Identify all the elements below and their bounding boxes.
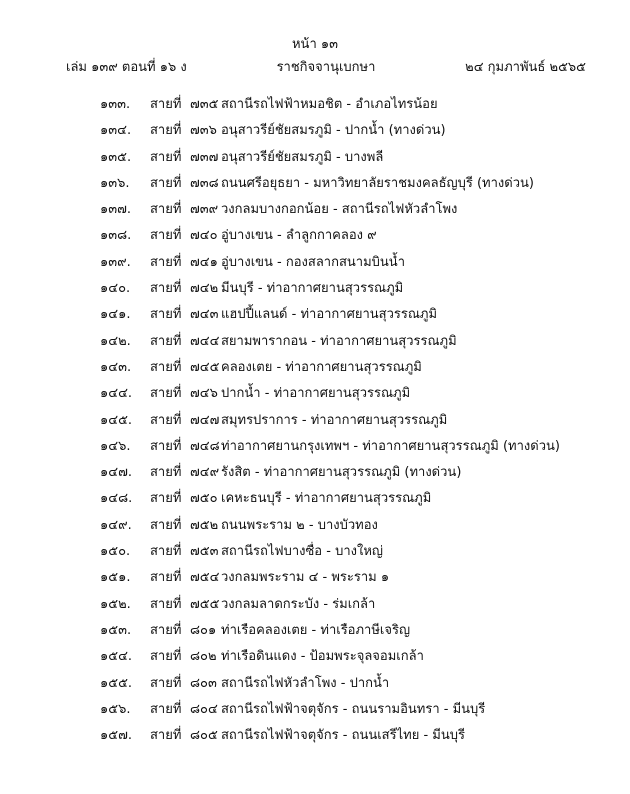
route-keyword: สายที่ [150,649,182,665]
list-item [100,539,600,565]
route-keyword: สายที่ [150,175,182,191]
route-list [100,92,600,749]
route-description: สถานีรถไฟฟ้าจตุจักร - ถนนเสรีไทย - มีนบุรี [221,728,465,744]
list-item [100,723,600,749]
entry-number: ๑๓๘. [100,228,132,244]
route-code: ๗๔๗ [190,412,220,428]
route-keyword: สายที่ [150,228,182,244]
entry-number: ๑๕๑. [100,570,131,586]
route-description: ท่าอากาศยานกรุงเทพฯ - ท่าอากาศยานสุวรรณภูมิ (ทางด่วน) [221,438,560,454]
volume-issue: เล่ม ๑๓๙ ตอนที่ ๑๖ ง [66,60,187,75]
route-description: วงกลมลาดกระบัง - ร่มเกล้า [221,596,376,612]
list-item [100,434,600,460]
entry-number: ๑๔๙. [100,517,132,533]
list-item [100,644,600,670]
entry-number: ๑๔๗. [100,465,132,481]
route-keyword: สายที่ [150,386,182,402]
list-item [100,565,600,591]
route-code: ๘๐๕ [190,728,218,744]
route-code: ๗๕๕ [190,596,220,612]
route-code: ๗๕๒ [190,517,219,533]
route-keyword: สายที่ [150,438,182,454]
route-code: ๗๔๖ [190,386,218,402]
route-description: สถานีรถไฟบางซื่อ - บางใหญ่ [221,544,383,560]
list-item [100,92,600,118]
route-description: สถานีรถไฟหัวลำโพง - ปากน้ำ [221,675,390,691]
route-code: ๗๕๔ [190,570,220,586]
entry-number: ๑๔๘. [100,491,133,507]
list-item [100,302,600,328]
route-description: มีนบุรี - ท่าอากาศยานสุวรรณภูมิ [221,281,404,297]
route-code: ๗๔๕ [190,359,220,375]
entry-number: ๑๔๖. [100,438,131,454]
publication-date: ๒๔ กุมภาพันธ์ ๒๕๖๕ [465,60,586,75]
list-item [100,486,600,512]
list-item [100,329,600,355]
route-description: อู่บางเขน - กองสลากสนามบินน้ำ [221,254,405,270]
route-code: ๗๓๙ [190,202,219,218]
route-code: ๘๐๔ [190,701,218,717]
route-keyword: สายที่ [150,596,182,612]
route-code: ๗๔๔ [190,333,220,349]
route-description: รังสิต - ท่าอากาศยานสุวรรณภูมิ (ทางด่วน) [221,465,462,481]
route-keyword: สายที่ [150,359,182,375]
route-description: ถนนพระราม ๒ - บางบัวทอง [221,517,378,533]
list-item [100,171,600,197]
route-keyword: สายที่ [150,333,182,349]
route-keyword: สายที่ [150,517,182,533]
list-item [100,592,600,618]
route-description: วงกลมบางกอกน้อย - สถานีรถไฟหัวลำโพง [221,202,458,218]
entry-number: ๑๕๖. [100,701,131,717]
route-keyword: สายที่ [150,307,182,323]
route-description: เคหะธนบุรี - ท่าอากาศยานสุวรรณภูมิ [221,491,432,507]
entry-number: ๑๔๕. [100,412,133,428]
route-code: ๘๐๓ [190,675,217,691]
list-item [100,671,600,697]
entry-number: ๑๕๕. [100,675,133,691]
list-item [100,381,600,407]
route-code: ๗๕๐ [190,491,218,507]
entry-number: ๑๓๔. [100,123,132,139]
route-code: ๗๕๓ [190,544,219,560]
route-description: อนุสาวรีย์ชัยสมรภูมิ - บางพลี [221,149,384,165]
route-description: สยามพารากอน - ท่าอากาศยานสุวรรณภูมิ [221,333,457,349]
entry-number: ๑๔๓. [100,359,132,375]
route-keyword: สายที่ [150,465,182,481]
list-item [100,460,600,486]
route-keyword: สายที่ [150,281,182,297]
route-description: สถานีรถไฟฟ้าจตุจักร - ถนนรามอินทรา - มีนบุรี [221,701,486,717]
route-code: ๗๔๐ [190,228,218,244]
entry-number: ๑๕๒. [100,596,131,612]
route-description: ท่าเรือคลองเตย - ท่าเรือภาษีเจริญ [221,622,411,638]
route-code: ๘๐๒ [190,649,217,665]
entry-number: ๑๕๓. [100,622,132,638]
route-keyword: สายที่ [150,491,182,507]
entry-number: ๑๓๙. [100,254,131,270]
route-code: ๗๔๓ [190,307,219,323]
entry-number: ๑๓๓. [100,97,131,112]
route-keyword: สายที่ [150,97,182,112]
route-description: คลองเตย - ท่าอากาศยานสุวรรณภูมิ [221,359,422,375]
route-keyword: สายที่ [150,202,182,218]
list-item [100,197,600,223]
list-item [100,250,600,276]
route-keyword: สายที่ [150,728,182,744]
route-keyword: สายที่ [150,412,182,428]
entry-number: ๑๔๐. [100,281,131,297]
entry-number: ๑๕๐. [100,544,131,560]
list-item [100,355,600,381]
route-keyword: สายที่ [150,123,182,139]
list-item [100,513,600,539]
entry-number: ๑๕๗. [100,728,132,744]
entry-number: ๑๕๔. [100,649,133,665]
entry-number: ๑๓๖. [100,175,130,191]
entry-number: ๑๓๗. [100,202,132,218]
list-item [100,145,600,171]
route-keyword: สายที่ [150,675,182,691]
route-code: ๗๓๗ [190,149,219,165]
gazette-header [66,58,586,78]
entry-number: ๑๔๑. [100,307,131,323]
route-code: ๗๔๘ [190,438,220,454]
route-keyword: สายที่ [150,570,182,586]
route-description: ท่าเรือดินแดง - ป้อมพระจุลจอมเกล้า [221,649,424,665]
route-keyword: สายที่ [150,149,182,165]
route-code: ๗๔๒ [190,281,219,297]
list-item [100,408,600,434]
route-keyword: สายที่ [150,622,182,638]
route-description: ถนนศรีอยุธยา - มหาวิทยาลัยราชมงคลธัญบุรี (ทางด่วน) [221,175,534,191]
entry-number: ๑๔๒. [100,333,131,349]
route-description: สถานีรถไฟฟ้าหมอชิต - อำเภอไทรน้อย [221,97,438,112]
route-description: วงกลมพระราม ๔ - พระราม ๑ [221,570,390,586]
route-description: แฮปปี้แลนด์ - ท่าอากาศยานสุวรรณภูมิ [221,307,438,323]
list-item [100,618,600,644]
route-code: ๗๓๘ [190,175,219,191]
entry-number: ๑๔๔. [100,386,133,402]
route-code: ๘๐๑ [190,622,217,638]
entry-number: ๑๓๕. [100,149,132,165]
route-keyword: สายที่ [150,544,182,560]
list-item [100,697,600,723]
route-keyword: สายที่ [150,254,182,270]
route-description: ปากน้ำ - ท่าอากาศยานสุวรรณภูมิ [221,386,411,402]
route-code: ๗๓๕ [190,97,219,112]
route-keyword: สายที่ [150,701,182,717]
route-code: ๗๔๙ [190,465,220,481]
gazette-title: ราชกิจจานุเบกษา [276,60,376,75]
list-item [100,118,600,144]
list-item [100,223,600,249]
route-description: อนุสาวรีย์ชัยสมรภูมิ - ปากน้ำ (ทางด่วน) [221,123,446,139]
route-description: อู่บางเขน - ลำลูกกาคลอง ๙ [221,228,377,244]
route-description: สมุทรปราการ - ท่าอากาศยานสุวรรณภูมิ [221,412,448,428]
list-item [100,276,600,302]
route-code: ๗๓๖ [190,123,217,139]
page-number: หน้า ๑๓ [291,37,339,52]
route-code: ๗๔๑ [190,254,218,270]
